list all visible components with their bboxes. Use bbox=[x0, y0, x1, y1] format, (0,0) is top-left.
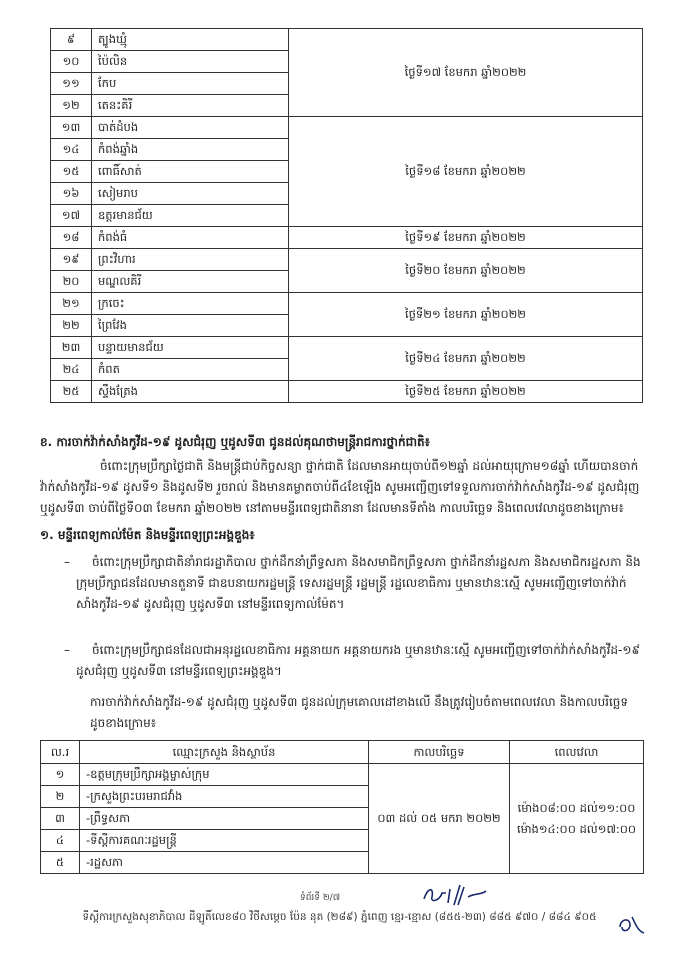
table-row bbox=[51, 249, 643, 271]
header-ministry: ឈ្មោះក្រសួង និងស្ថាប័ន bbox=[80, 741, 369, 764]
province-name: ស្ទឹងត្រែង bbox=[92, 381, 289, 403]
row-number: ៣ bbox=[41, 808, 80, 830]
row-number: ៤ bbox=[41, 830, 80, 852]
time-slots bbox=[510, 764, 644, 874]
schedule-date: ថ្ងៃទី២១ ខែមករា ឆ្នាំ២០២២ bbox=[289, 293, 643, 337]
bullet-2-text: ចំពោះក្រុមប្រឹក្សាជនដែលជាអនុរដ្ឋលេខាធិការ អគ្គនាយក អគ្គនាយករង ឬមានឋានៈស្មើ សូមអញ្ជើញទៅចាក់វ៉ាក់សាំងកូវីដ-១៩ ដូសជំរុញ ឬដូសទី៣ នៅមន្ទីរពេទ្យព្រះអង្គឌួង។ bbox=[76, 643, 640, 678]
province-name: តេនះគិរី bbox=[92, 95, 289, 117]
signature-image bbox=[420, 883, 490, 907]
province-name: ព្រះវិហារ bbox=[92, 249, 289, 271]
ministry-schedule-table bbox=[40, 740, 644, 874]
row-number: ១០ bbox=[51, 51, 92, 73]
header-date: កាលបរិច្ឆេទ bbox=[369, 741, 510, 764]
table-header-row bbox=[41, 741, 644, 764]
table-row bbox=[41, 764, 644, 786]
schedule-date: ថ្ងៃទី២៥ ខែមករា ឆ្នាំ២០២២ bbox=[289, 381, 643, 403]
institution-name: -ព្រឹទ្ធសភា bbox=[80, 808, 369, 830]
institution-name: -រដ្ឋសភា bbox=[80, 852, 369, 874]
date-range: ០៣ ដល់ ០៥ មករា ២០២២ bbox=[369, 764, 510, 874]
province-name: ព្រៃវែង bbox=[92, 315, 289, 337]
province-name: បន្ទាយមានជ័យ bbox=[92, 337, 289, 359]
province-name: បាត់ដំបង bbox=[92, 117, 289, 139]
bullet-2 bbox=[64, 640, 642, 682]
row-number: ១៨ bbox=[51, 227, 92, 249]
row-number: ១៥ bbox=[51, 161, 92, 183]
province-name: មណ្ឌលគិរី bbox=[92, 271, 289, 293]
schedule-date: ថ្ងៃទី១៧ ខែមករា ឆ្នាំ២០២២ bbox=[289, 29, 643, 117]
institution-name: -ឧត្តមក្រុមប្រឹក្សាអង្គម្ចាស់ក្រុម bbox=[80, 764, 369, 786]
row-number: ១២ bbox=[51, 95, 92, 117]
institution-name: -ក្រសួងព្រះបរមរាជវាំង bbox=[80, 786, 369, 808]
province-name: កំពង់ធំ bbox=[92, 227, 289, 249]
afternoon-slot: ម៉ោង១៤:០០ ដល់១៧:០០ bbox=[516, 821, 637, 836]
row-number: ២ bbox=[41, 786, 80, 808]
schedule-date: ថ្ងៃទី១៩ ខែមករា ឆ្នាំ២០២២ bbox=[289, 227, 643, 249]
schedule-date: ថ្ងៃទី២០ ខែមករា ឆ្នាំ២០២២ bbox=[289, 249, 643, 293]
table-row bbox=[51, 29, 643, 51]
row-number: ១៦ bbox=[51, 183, 92, 205]
province-name: កំពត bbox=[92, 359, 289, 381]
row-number: ៩ bbox=[51, 29, 92, 51]
page-number: ទំព័រទី ២/៧ bbox=[300, 893, 341, 903]
row-number: ២២ bbox=[51, 315, 92, 337]
row-number: ២០ bbox=[51, 271, 92, 293]
province-schedule-table bbox=[50, 28, 643, 403]
row-number: ២៤ bbox=[51, 359, 92, 381]
dash-bullet: – bbox=[64, 643, 70, 657]
province-name: ក្រចេះ bbox=[92, 293, 289, 315]
province-name: កែប bbox=[92, 73, 289, 95]
dash-bullet: – bbox=[64, 555, 70, 569]
section-heading: ខ. ការចាក់វ៉ាក់សាំងកូវីដ-១៩ ដូសជំរុញ ឬដូសទី៣ ជូនដល់គុណថាមន្ត្រីរាជការថ្នាក់ជាតិ៖ bbox=[40, 435, 430, 449]
row-number: ១៩ bbox=[51, 249, 92, 271]
table-row bbox=[51, 227, 643, 249]
row-number: ៥ bbox=[41, 852, 80, 874]
schedule-date: ថ្ងៃទី២៤ ខែមករា ឆ្នាំ២០២២ bbox=[289, 337, 643, 381]
province-name: ប៉ៃលិន bbox=[92, 51, 289, 73]
table-row bbox=[51, 293, 643, 315]
row-number: ២៣ bbox=[51, 337, 92, 359]
intro-paragraph: ចំពោះក្រុមប្រឹក្សាថ្ងៃជាតិ និងមន្ត្រីជាប់កិច្ចសន្យា ថ្នាក់ជាតិ ដែលមានអាយុចាប់ពី១២ឆ្នាំ ដល់អាយុក្រោម១៨ឆ្នាំ ហើយបានចាក់វ៉ាក់សាំងកូវីដ-១៩ ដូសទី១ និងដូសទី២ រួចរាល់ និងមានគម្លាតចាប់ពី៤ខែឡើង សូមអញ្ជើញទៅទទួលការចាក់វ៉ាក់សាំងកូវីដ-១៩ ដូសជំរុញ ឬដូសទី៣ ចាប់ពីថ្ងៃទី០៣ ខែមករា ឆ្នាំ២០២២ នៅតាមមន្ទីរពេទ្យជាតិនានា ដែលមានទីតាំង កាលបរិច្ឆេទ និងពេលវេលាដូចខាងក្រោម៖ bbox=[40, 459, 640, 515]
header-time: ពេលវេលា bbox=[510, 741, 644, 764]
footer-address: ទីស្តីការក្រសួងសុខាភិបាល ដីឡូតិ៍លេខ៨០ វិថីសម្តេច ប៉ែន នុត (២៨៩) ភ្នំពេញ ខ្មេរ-ខ្មោស (៨៥៥-២៣) ៨៨៥ ៩៧០ / ៨៨៤ ៩០៥ bbox=[82, 911, 597, 923]
row-number: ១១ bbox=[51, 73, 92, 95]
row-number: ២៥ bbox=[51, 381, 92, 403]
bullet-1-text: ចំពោះក្រុមប្រឹក្សាជាតិនាំរាជរដ្ឋាភិបាល ថ្នាក់ដឹកនាំព្រឹទ្ធសភា និងសមាជិកព្រឹទ្ធសភា ថ្នាក់ដឹកនាំរដ្ឋសភា និងសមាជិករដ្ឋសភា និងក្រុមប្រឹក្សាជនដែលមានតួនាទី ជាឧបនាយករដ្ឋមន្ត្រី ទេសរដ្ឋមន្ត្រី រដ្ឋមន្ត្រី រដ្ឋលេខាធិការ ឬមានឋានៈស្មើ សូមអញ្ជើញទៅចាក់វ៉ាក់សាំងកូវីដ-១៩ ដូសជំរុញ ឬដូសទី៣ នៅមន្ទីរពេទ្យកាល់ម៉ែត។ bbox=[76, 555, 641, 611]
header-no: ល.រ bbox=[41, 741, 80, 764]
row-number: ១ bbox=[41, 764, 80, 786]
province-name: កំពង់ឆ្នាំង bbox=[92, 139, 289, 161]
institution-name: -ទីស្តីការគណៈរដ្ឋមន្ត្រី bbox=[80, 830, 369, 852]
row-number: ២១ bbox=[51, 293, 92, 315]
row-number: ១៧ bbox=[51, 205, 92, 227]
row-number: ១៤ bbox=[51, 139, 92, 161]
bullet-1 bbox=[64, 552, 642, 615]
province-name: ពោធិ៍សាត់ bbox=[92, 161, 289, 183]
subsection-heading: ១. មន្ទីរពេទ្យកាល់ម៉ែត និងមន្ទីរពេទ្យព្រះអង្គឌួង៖ bbox=[40, 528, 255, 542]
province-name: ឧត្តរមានជ័យ bbox=[92, 205, 289, 227]
table-row bbox=[51, 381, 643, 403]
province-name: ត្បូងឃ្មុំ bbox=[92, 29, 289, 51]
row-number: ១៣ bbox=[51, 117, 92, 139]
province-name: សៀមរាប bbox=[92, 183, 289, 205]
morning-slot: ម៉ោង០៨:០០ ដល់១១:០០ bbox=[517, 800, 636, 815]
schedule-date: ថ្ងៃទី១៨ ខែមករា ឆ្នាំ២០២២ bbox=[289, 117, 643, 227]
schedule-paragraph: ការចាក់វ៉ាក់សាំងកូវីដ-១៩ ដូសជំរុញ ឬដូសទី៣ ជូនដល់ក្រុមគោលដៅខាងលើ នឹងត្រូវរៀបចំតាមពេលវេលា និងកាលបរិច្ឆេទ ដូចខាងក្រោម៖ bbox=[90, 695, 629, 730]
table-row bbox=[51, 337, 643, 359]
table-row bbox=[51, 117, 643, 139]
